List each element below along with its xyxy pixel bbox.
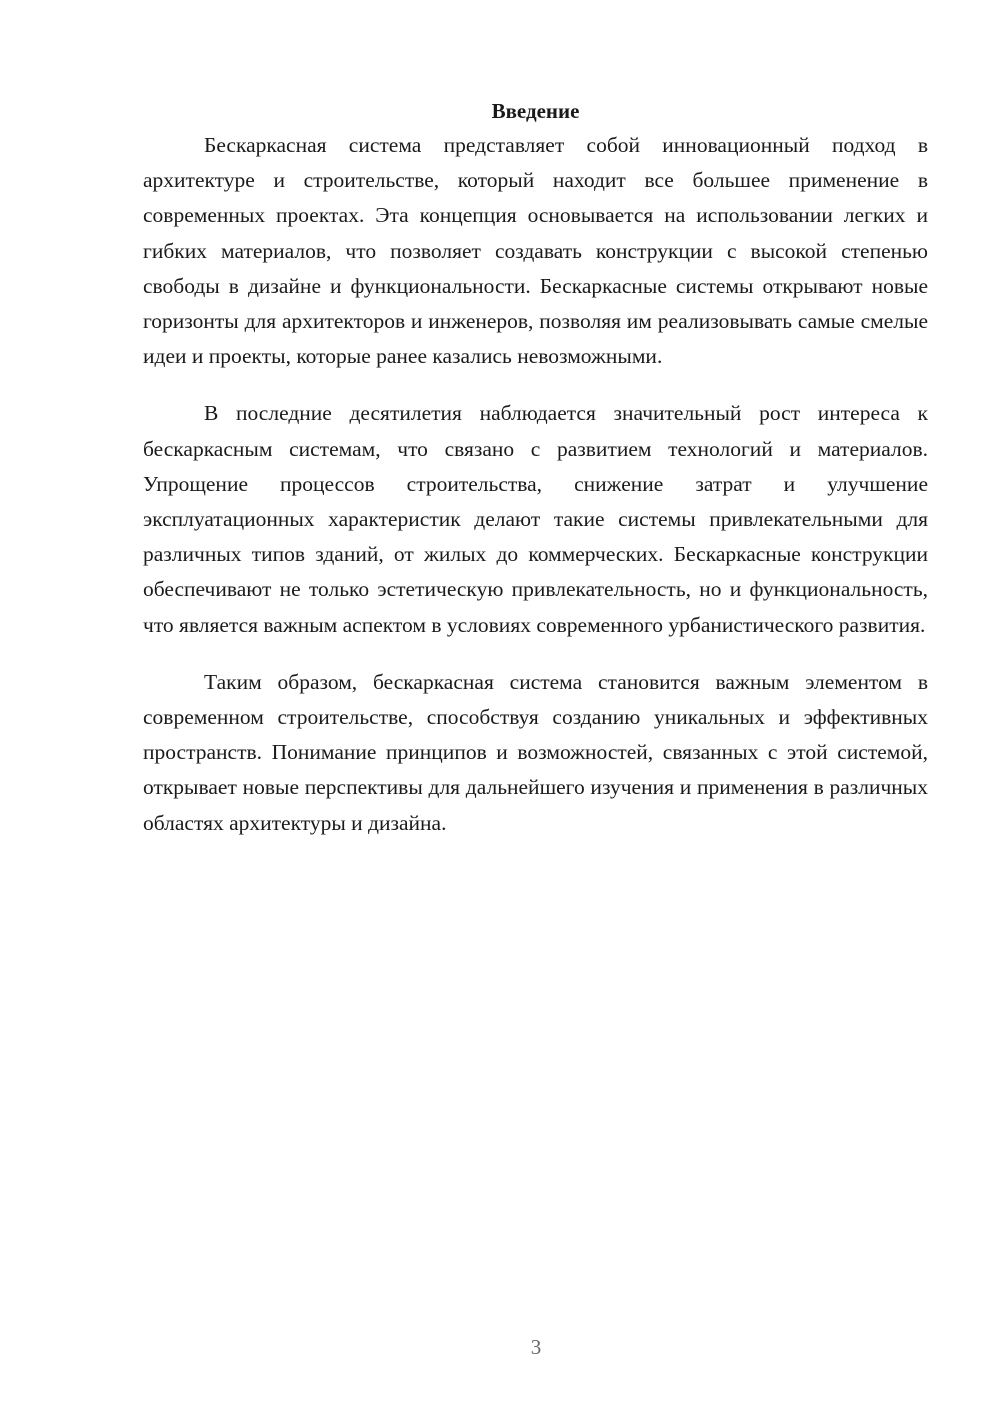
section-heading: Введение xyxy=(491,99,580,123)
page-content xyxy=(143,95,928,841)
page-number: 3 xyxy=(530,1335,542,1359)
paragraph-3: Таким образом, бескаркасная система становится важным элементом в современном строительстве, способствуя созданию уникальных и эффективных пространств. Понимание принципов и возможностей, связанных с этой системой, открывает новые перспективы для дальнейшего изучения и применения в различных областях архитектуры и дизайна. xyxy=(143,669,928,835)
paragraph-2: В последние десятилетия наблюдается значительный рост интереса к бескаркасным системам, что связано с развитием технологий и материалов. Упрощение процессов строительства, снижение затрат и улучшение эксплуатационных характеристик делают такие системы привлекательными для различных типов зданий, от жилых до коммерческих. Бескаркасные конструкции обеспечивают не только эстетическую привлекательность, но и функциональность, что является важным аспектом в условиях современного урбанистического развития. xyxy=(143,401,928,637)
paragraph-1: Бескаркасная система представляет собой инновационный подход в архитектуре и строительстве, который находит все большее применение в современных проектах. Эта концепция основывается на использовании легких и гибких материалов, что позволяет создавать конструкции с высокой степенью свободы в дизайне и функциональности. Бескаркасные системы открывают новые горизонты для архитекторов и инженеров, позволяя им реализовывать самые смелые идеи и проекты, которые ранее казались невозможными. xyxy=(143,133,928,369)
